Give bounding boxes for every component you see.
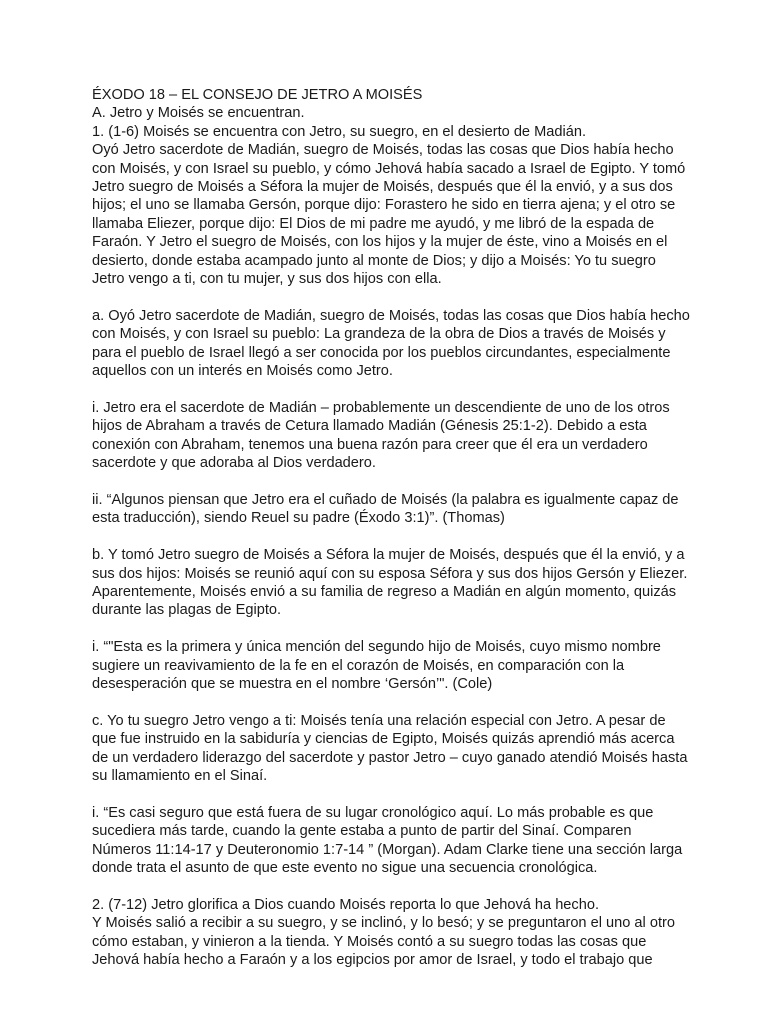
paragraph-6 bbox=[92, 638, 682, 693]
text-line: i. “"Esta es la primera y única mención del segundo hijo de Moisés, cuyo mismo nombre bbox=[92, 639, 661, 656]
text-line: Oyó Jetro sacerdote de Madián, suegro de Moisés, todas las cosas que Dios había hecho bbox=[92, 142, 674, 159]
text-line: con Moisés, y con Israel su pueblo, y cómo Jehová había sacado a Israel de Egipto. Y tomó bbox=[92, 160, 686, 177]
text-line: 2. (7-12) Jetro glorifica a Dios cuando Moisés reporta lo que Jehová ha hecho. bbox=[92, 896, 600, 913]
section-heading-a: A. Jetro y Moisés se encuentran. bbox=[92, 105, 305, 122]
text-line: para el pueblo de Israel llegó a ser conocida por los pueblos circundantes, especialmente bbox=[92, 344, 671, 361]
text-line: sus dos hijos: Moisés se reunió aquí con su esposa Séfora y sus dos hijos Gersón y Eliezer. bbox=[92, 565, 688, 582]
text-line: Números 11:14-17 y Deuteronomio 1:7-14 ” (Morgan). Adam Clarke tiene una sección larga bbox=[92, 841, 683, 858]
text-line: Y Moisés salió a recibir a su suegro, y se inclinó, y lo besó; y se preguntaron el uno al otro bbox=[92, 915, 675, 932]
paragraph-2 bbox=[92, 307, 690, 381]
text-line: Jehová había hecho a Faraón y a los egipcios por amor de Israel, y todo el trabajo que bbox=[92, 951, 653, 968]
document-heading: ÉXODO 18 – EL CONSEJO DE JETRO A MOISÉS bbox=[92, 87, 423, 103]
paragraph-5 bbox=[92, 546, 688, 620]
text-line: sucediera más tarde, cuando la gente estaba a punto de partir del Sinaí. Comparen bbox=[92, 823, 632, 840]
text-line: con Moisés, y con Israel su pueblo: La grandeza de la obra de Dios a través de Moisés y bbox=[92, 326, 666, 343]
text-line: Faraón. Y Jetro el suegro de Moisés, con los hijos y la mujer de éste, vino a Moisés en el bbox=[92, 234, 668, 251]
text-line: esta traducción), siendo Reuel su padre (Éxodo 3:1)”. (Thomas) bbox=[92, 510, 505, 527]
paragraph-4 bbox=[92, 491, 682, 528]
paragraph-1 bbox=[92, 123, 686, 289]
paragraph-8 bbox=[92, 804, 682, 878]
text-line: Jetro suegro de Moisés a Séfora la mujer de Moisés, después que él la envió, y a sus dos bbox=[92, 179, 673, 196]
text-line: ii. “Algunos piensan que Jetro era el cuñado de Moisés (la palabra es igualmente capaz de bbox=[92, 491, 679, 508]
text-line: b. Y tomó Jetro suegro de Moisés a Séfora la mujer de Moisés, después que él la envió, y a bbox=[92, 547, 685, 564]
text-line: conexión con Abraham, tenemos una buena razón para creer que él era un verdadero bbox=[92, 436, 648, 453]
text-line: Aparentemente, Moisés envió a su familia de regreso a Madián en algún momento, quizás bbox=[92, 583, 677, 600]
paragraph-3 bbox=[92, 399, 682, 473]
text-line: Jetro vengo a ti, con tu mujer, y sus dos hijos con ella. bbox=[92, 271, 442, 288]
text-line: de un verdadero liderazgo del sacerdote y pastor Jetro – cuyo ganado atendió Moisés hasta bbox=[92, 749, 688, 766]
text-line: desesperación que se muestra en el nombre ‘Gersón’". (Cole) bbox=[92, 675, 493, 692]
text-line: hijos de Abraham a través de Cetura llamado Madián (Génesis 25:1-2). Debido a esta bbox=[92, 418, 647, 435]
text-line: sacerdote y que adoraba al Dios verdadero. bbox=[92, 455, 376, 472]
text-line: aquellos con un interés en Moisés como Jetro. bbox=[92, 363, 393, 380]
text-line: donde trata el asunto de que este evento no sigue una secuencia cronológica. bbox=[92, 859, 598, 876]
text-line: desierto, donde estaba acampado junto al monte de Dios; y dijo a Moisés: Yo tu suegro bbox=[92, 252, 656, 269]
text-line: hijos; el uno se llamaba Gersón, porque dijo: Forastero he sido en tierra ajena; y el otro se bbox=[92, 197, 676, 214]
text-line: c. Yo tu suegro Jetro vengo a ti: Moisés tenía una relación especial con Jetro. A pesar de bbox=[92, 712, 666, 729]
text-line: i. Jetro era el sacerdote de Madián – probablemente un descendiente de uno de los otros bbox=[92, 399, 670, 416]
text-line: su llamamiento en el Sinaí. bbox=[92, 767, 268, 784]
text-line: cómo estaban, y vinieron a la tienda. Y Moisés contó a su suegro todas las cosas que bbox=[92, 933, 647, 950]
paragraph-9 bbox=[92, 896, 682, 970]
text-line: a. Oyó Jetro sacerdote de Madián, suegro de Moisés, todas las cosas que Dios había hecho bbox=[92, 307, 690, 324]
text-line: 1. (1-6) Moisés se encuentra con Jetro, su suegro, en el desierto de Madián. bbox=[92, 123, 587, 140]
text-line: durante las plagas de Egipto. bbox=[92, 602, 282, 619]
text-line: que fue instruido en la sabiduría y ciencias de Egipto, Moisés quizás aprendió más acerca bbox=[92, 731, 675, 748]
text-line: sugiere un reavivamiento de la fe en el corazón de Moisés, en comparación con la bbox=[92, 657, 625, 674]
text-line: i. “Es casi seguro que está fuera de su lugar cronológico aquí. Lo más probable es que bbox=[92, 804, 654, 821]
document-body bbox=[92, 86, 690, 988]
text-line: llamaba Eliezer, porque dijo: El Dios de mi padre me ayudó, y me libró de la espada de bbox=[92, 215, 655, 232]
heading-block bbox=[92, 86, 682, 123]
paragraph-7 bbox=[92, 712, 688, 786]
